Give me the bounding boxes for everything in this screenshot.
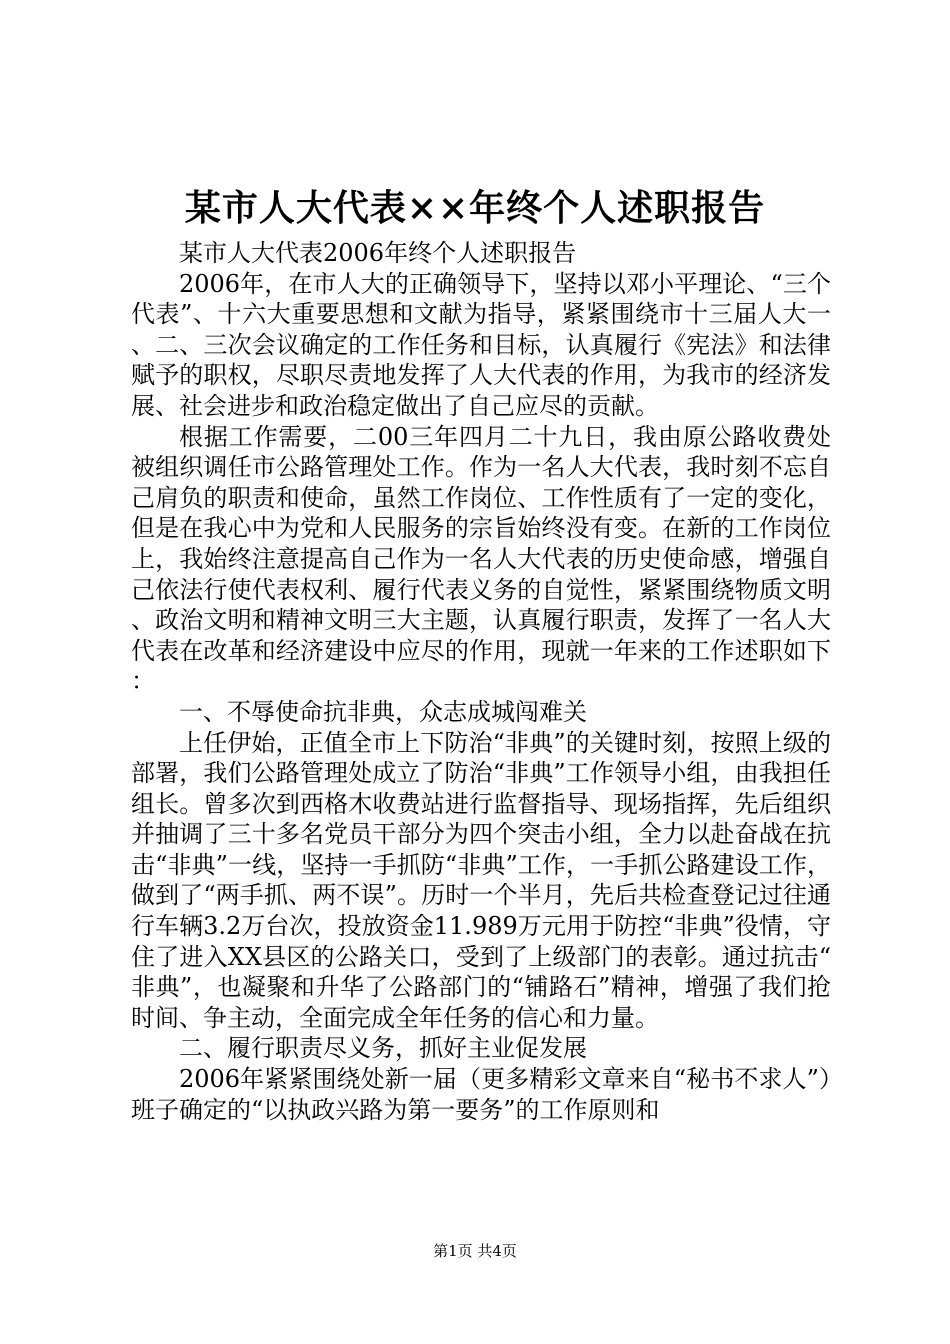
subtitle-paragraph: 某市人大代表2006年终个人述职报告 xyxy=(179,239,577,267)
section-1-paragraph: 上任伊始，正值全市上下防治“非典”的关键时刻，按照上级的部署，我们公路管理处成立了防治“非典”工作领导小组，由我担任组长。曾多次到西格木收费站进行监督指导、现场指挥，先后组织并抽调了三十多名党员干部分为四个突击小组，全力以赴奋战在抗击“非典”一线，坚持一手抓防“非典”工作，一手抓公路建设工作，做到了“两手抓、两不误”。历时一个半月，先后共检查登记过往通行车辆3.2万台次，投放资金11.989万元用于防控“非典”役情，守住了进入XX县区的公路关口，受到了上级部门的表彰。通过抗击“非典”，也凝聚和升华了公路部门的“铺路石”精神，增强了我们抢时间、争主动，全面完成全年任务的信心和力量。 xyxy=(131,728,831,1032)
section-heading-1: 一、不辱使命抗非典，众志成城闯难关 xyxy=(179,697,587,726)
page-number-footer: 第1页 共4页 xyxy=(433,1242,517,1260)
section-2-paragraph: 2006年紧紧围绕处新一届（更多精彩文章来自“秘书不求人”）班子确定的“以执政兴路为第一要务”的工作原则和 xyxy=(131,1065,831,1124)
document-title: 某市人大代表××年终个人述职报告 xyxy=(184,187,766,229)
background-paragraph: 根据工作需要，二00三年四月二十九日，我由原公路收费处被组织调任市公路管理处工作。作为一名人大代表，我时刻不忘自己肩负的职责和使命，虽然工作岗位、工作性质有了一定的变化，但是在我心中为党和人民服务的宗旨始终没有变。在新的工作岗位上，我始终注意提高自己作为一名人大代表的历史使命感，增强自己依法行使代表权利、履行代表义务的自觉性，紧紧围绕物质文明、政治文明和精神文明三大主题，认真履行职责，发挥了一名人大代表在改革和经济建设中应尽的作用，现就一年来的工作述职如下： xyxy=(131,422,831,696)
document-body xyxy=(131,238,831,1125)
section-heading-2: 二、履行职责尽义务，抓好主业促发展 xyxy=(179,1034,587,1063)
intro-paragraph: 2006年，在市人大的正确领导下，坚持以邓小平理论、“三个代表”、十六大重要思想和文献为指导，紧紧围绕市十三届人大一、二、三次会议确定的工作任务和目标，认真履行《宪法》和法律赋予的职权，尽职尽责地发挥了人大代表的作用，为我市的经济发展、社会进步和政治稳定做出了自己应尽的贡献。 xyxy=(131,269,831,420)
